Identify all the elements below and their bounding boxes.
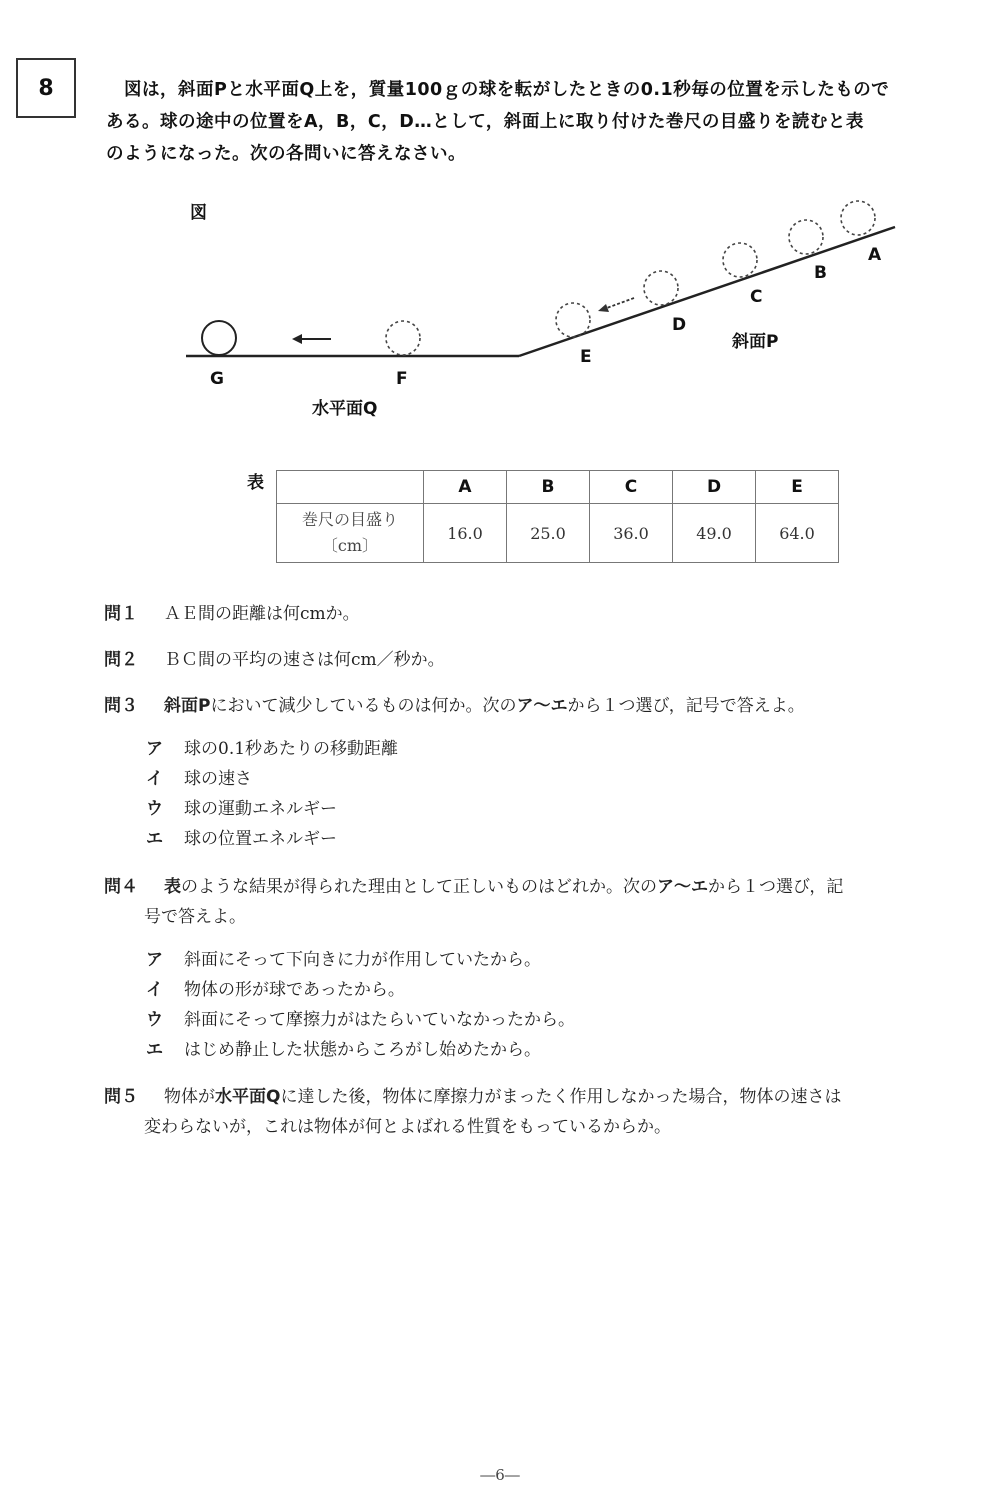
option-text: 球の速さ <box>184 769 252 789</box>
question-5-continuation: 変わらないが，これは物体が何とよばれる性質をもっているからか。 <box>144 1117 671 1137</box>
plane-q-label: 水平面Q <box>312 399 378 419</box>
ball-e <box>556 303 590 337</box>
question-3 <box>104 691 990 721</box>
table-cell-a: 16.0 <box>424 504 507 563</box>
intro-line-3: のようになった。次の各問いに答えなさい。 <box>106 144 466 164</box>
question-3-bold-2: ア～エ <box>516 696 568 716</box>
option-key: ア <box>146 739 163 759</box>
ball-a <box>841 201 875 235</box>
label-c: C <box>750 287 763 307</box>
arrow-slope-head <box>598 304 609 312</box>
intro-line-2: ある。球の途中の位置をA，B，C，D…として，斜面上に取り付けた巻尺の目盛りを読むと表 <box>106 112 864 132</box>
option-key: イ <box>146 980 163 1000</box>
table-header-a: A <box>424 471 507 504</box>
question-2-label: 問２ <box>104 650 138 670</box>
table-cell-d: 49.0 <box>673 504 756 563</box>
question-3-options <box>146 734 398 854</box>
option-text: 斜面にそって下向きに力が作用していたから。 <box>184 950 541 970</box>
row-label-line-2: 〔cm〕 <box>321 536 379 555</box>
table-cell-b: 25.0 <box>507 504 590 563</box>
list-item <box>146 945 575 975</box>
list-item <box>146 794 398 824</box>
question-5-label: 問５ <box>104 1087 138 1107</box>
list-item <box>146 734 398 764</box>
table-label: 表 <box>247 473 264 493</box>
list-item <box>146 824 398 854</box>
list-item <box>146 764 398 794</box>
list-item <box>146 1005 575 1035</box>
question-4-label: 問４ <box>104 877 138 897</box>
question-5-bold-1: 水平面Q <box>215 1087 281 1107</box>
table-row-label <box>277 504 424 563</box>
label-g: G <box>210 369 224 389</box>
table-cell-c: 36.0 <box>590 504 673 563</box>
question-3-label: 問３ <box>104 696 138 716</box>
question-3-bold-1: P <box>198 696 211 716</box>
ball-g <box>202 321 236 355</box>
ball-b <box>789 220 823 254</box>
list-item <box>146 1035 575 1065</box>
slope-figure <box>0 190 1000 430</box>
question-2 <box>104 645 990 675</box>
question-4-continuation: 号で答えよ。 <box>144 907 246 927</box>
question-4-bold-2: ア～エ <box>657 877 708 897</box>
table-header-c: C <box>590 471 673 504</box>
arrow-slope <box>604 298 634 309</box>
option-key: ウ <box>146 1010 163 1030</box>
intro-text <box>106 74 992 170</box>
question-4-bold-1: 表 <box>164 877 181 897</box>
label-d: D <box>672 315 687 335</box>
option-text: 球の0.1秒あたりの移動距離 <box>184 739 399 759</box>
table-cell-e: 64.0 <box>756 504 839 563</box>
ball-d <box>644 271 678 305</box>
option-text: 球の位置エネルギー <box>184 829 337 849</box>
measurement-table <box>276 470 839 563</box>
option-key: エ <box>146 1040 163 1060</box>
table-header-b: B <box>507 471 590 504</box>
question-1-label: 問１ <box>104 604 138 624</box>
page-number: ―6― <box>480 1466 520 1484</box>
ball-f <box>386 321 420 355</box>
option-key: ア <box>146 950 163 970</box>
question-4-text-a: のような結果が得られた理由として正しいものはどれか。次の <box>181 877 657 897</box>
question-2-text: ＢＣ間の平均の速さは何cm／秒か。 <box>164 650 445 670</box>
question-1-text: ＡＥ間の距離は何cmか。 <box>164 604 360 624</box>
question-5-text-a: 物体が <box>164 1087 215 1107</box>
question-number-box <box>16 58 76 118</box>
option-key: イ <box>146 769 163 789</box>
option-key: エ <box>146 829 163 849</box>
label-b: B <box>814 263 827 283</box>
option-key: ウ <box>146 799 163 819</box>
label-a: A <box>868 245 882 265</box>
question-5 <box>104 1082 990 1142</box>
intro-line-1: 図は，斜面Pと水平面Q上を，質量100ｇの球を転がしたときの0.1秒毎の位置を示したもので <box>124 80 890 100</box>
slope-p-label: 斜面P <box>732 332 779 352</box>
ball-c <box>723 243 757 277</box>
question-number: 8 <box>38 75 54 101</box>
option-text: 物体の形が球であったから。 <box>184 980 405 1000</box>
list-item <box>146 975 575 1005</box>
question-4-options <box>146 945 575 1065</box>
question-4-text-b: から１つ選び，記 <box>708 877 844 897</box>
table-corner <box>277 471 424 504</box>
option-text: 斜面にそって摩擦力がはたらいていなかったから。 <box>184 1010 575 1030</box>
option-text: はじめ静止した状態からころがし始めたから。 <box>184 1040 541 1060</box>
table-row <box>277 504 839 563</box>
table-header-e: E <box>756 471 839 504</box>
figure-label: 図 <box>190 203 207 223</box>
question-3-text-b: において減少しているものは何か。次の <box>210 696 517 716</box>
table-header-row <box>277 471 839 504</box>
arrow-horizontal-head <box>292 334 302 344</box>
row-label-line-1: 巻尺の目盛り <box>301 510 398 529</box>
question-5-text-b: に達した後，物体に摩擦力がまったく作用しなかった場合，物体の速さは <box>280 1087 842 1107</box>
question-3-text-c: から１つ選び，記号で答えよ。 <box>567 696 805 716</box>
option-text: 球の運動エネルギー <box>184 799 337 819</box>
label-e: E <box>580 347 592 367</box>
question-4 <box>104 872 990 932</box>
question-3-text-a: 斜面 <box>164 696 198 716</box>
label-f: F <box>396 369 408 389</box>
question-1 <box>104 599 990 629</box>
table-header-d: D <box>673 471 756 504</box>
